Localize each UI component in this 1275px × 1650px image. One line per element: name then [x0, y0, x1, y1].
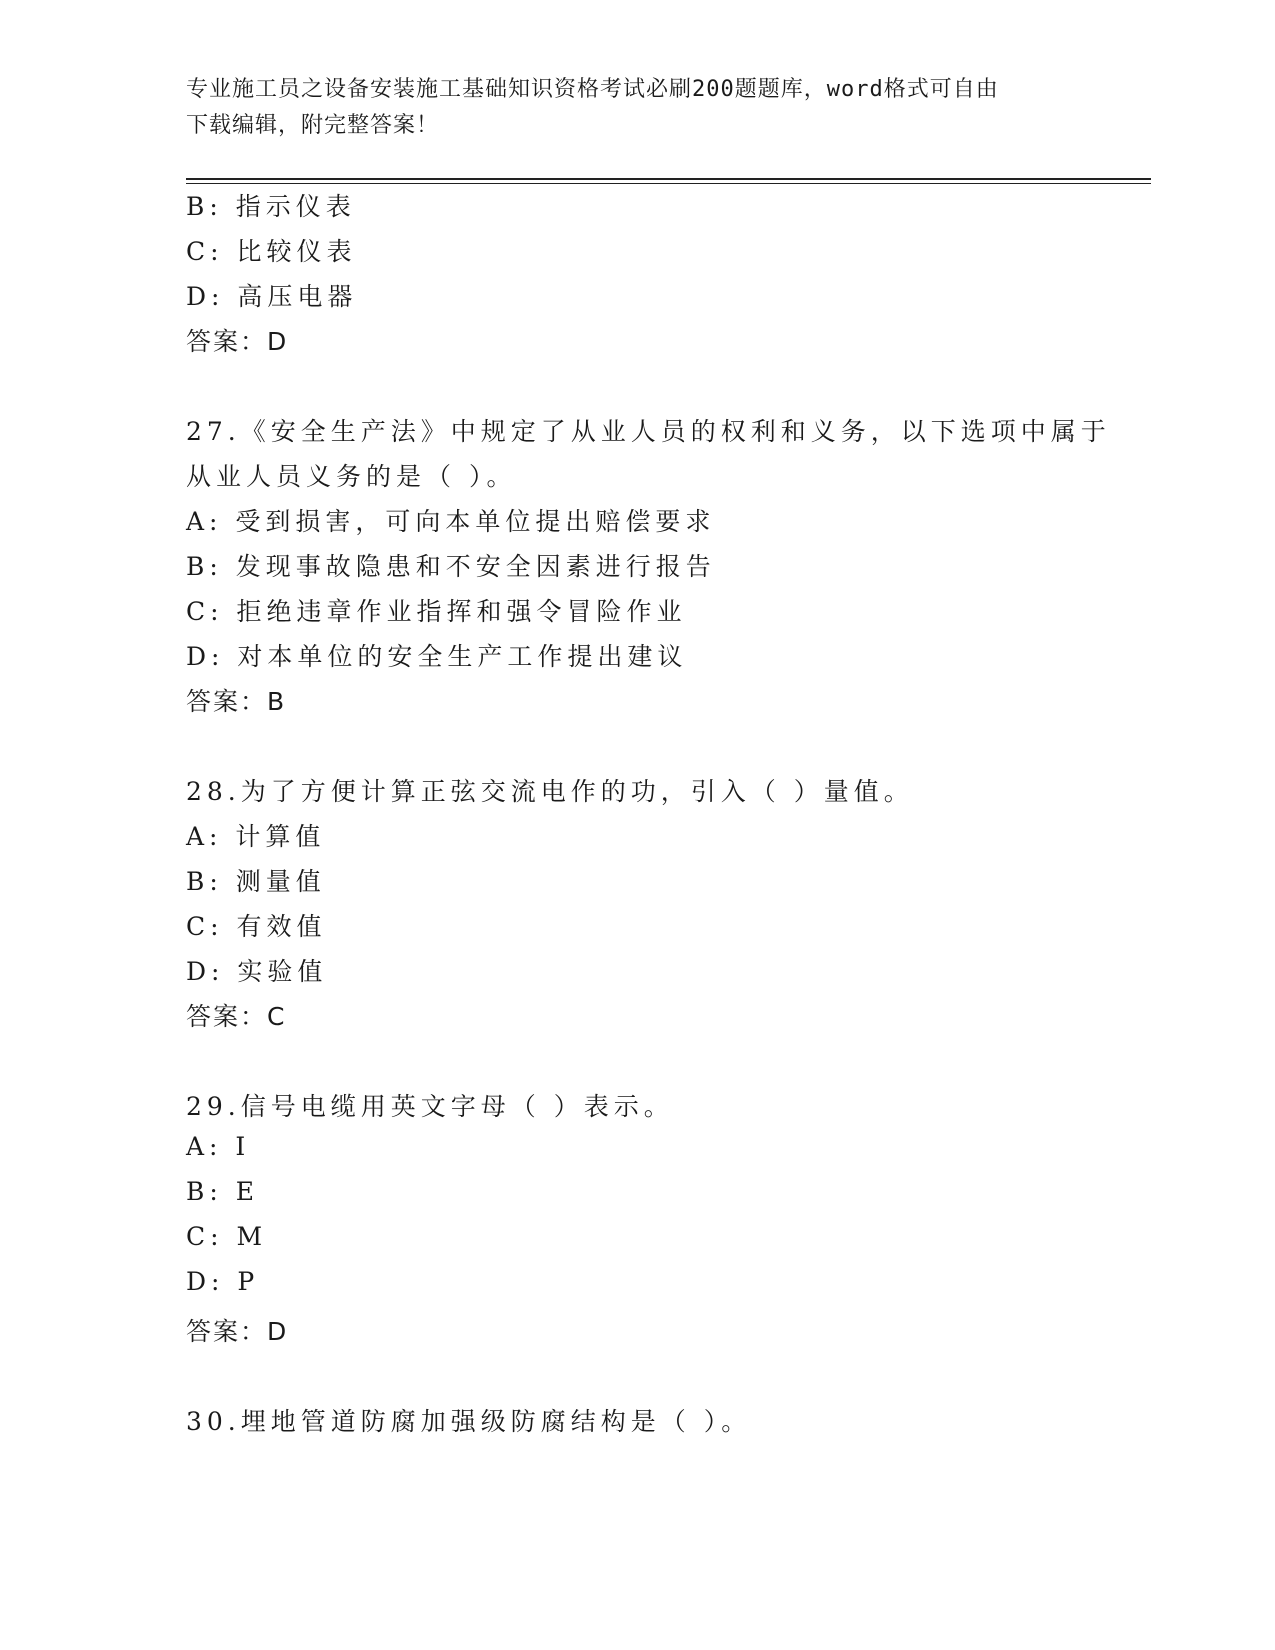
- q28-option-b: B: 测量值: [186, 867, 326, 896]
- q30-stem: 30.埋地管道防腐加强级防腐结构是（ ）。: [186, 1407, 752, 1436]
- q27-answer: 答案：B: [186, 687, 287, 716]
- q29-option-b: B: E: [186, 1177, 259, 1206]
- q27-option-a: A: 受到损害，可向本单位提出赔偿要求: [186, 507, 716, 536]
- q28-option-a: A: 计算值: [186, 822, 326, 851]
- q26-answer: 答案：D: [186, 327, 289, 356]
- header-title-line-1: 专业施工员之设备安装施工基础知识资格考试必刷200题题库，word格式可自由: [186, 77, 999, 102]
- document-header: [186, 72, 1066, 144]
- q29-stem: 29.信号电缆用英文字母（ ）表示。: [186, 1092, 674, 1121]
- q26-option-c: C: 比较仪表: [186, 237, 357, 266]
- header-divider-thick: [186, 178, 1151, 180]
- q27-option-b: B: 发现事故隐患和不安全因素进行报告: [186, 552, 716, 581]
- q29-option-c: C: M: [186, 1222, 268, 1251]
- q26-option-b: B: 指示仪表: [186, 192, 356, 221]
- q28-answer: 答案：C: [186, 1002, 287, 1031]
- header-divider-thin: [186, 183, 1151, 184]
- q29-option-d: D: P: [186, 1267, 260, 1296]
- q29-option-a: A: I: [186, 1132, 251, 1161]
- q27-option-d: D: 对本单位的安全生产工作提出建议: [186, 642, 688, 671]
- q27-stem-line-2: 从业人员义务的是（ ）。: [186, 462, 517, 491]
- q27-stem-line-1: 27.《安全生产法》中规定了从业人员的权利和义务，以下选项中属于: [186, 417, 1111, 446]
- q28-option-d: D: 实验值: [186, 957, 328, 986]
- q28-stem: 28.为了方便计算正弦交流电作的功，引入（ ）量值。: [186, 777, 914, 806]
- header-title-line-2: 下载编辑，附完整答案！: [186, 113, 440, 138]
- q27-option-c: C: 拒绝违章作业指挥和强令冒险作业: [186, 597, 687, 626]
- q26-option-d: D: 高压电器: [186, 282, 358, 311]
- q29-answer: 答案：D: [186, 1317, 289, 1346]
- q28-option-c: C: 有效值: [186, 912, 327, 941]
